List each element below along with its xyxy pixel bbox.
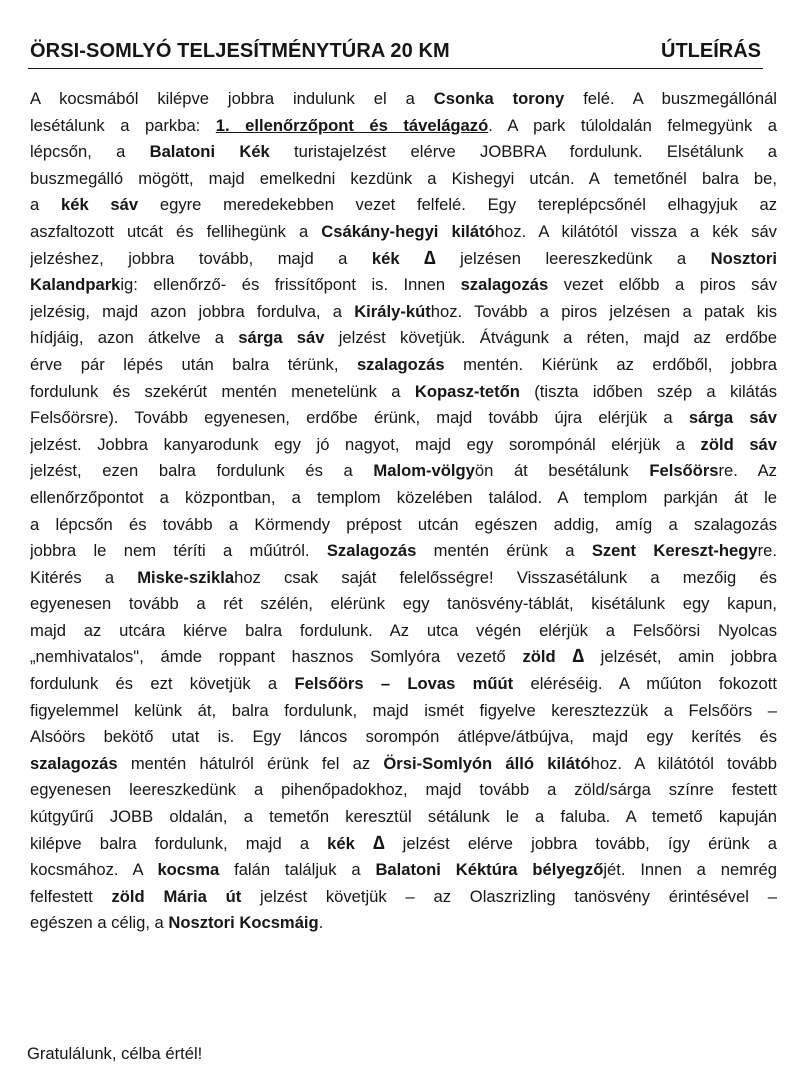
plain-text: jelzést követjük – az Olaszrizling tanösvény érintésével –: [241, 886, 777, 906]
text-line: [30, 166, 777, 193]
plain-text: lesétálunk a parkba:: [30, 115, 216, 135]
closing-line: Gratulálunk, célba értél!: [27, 1044, 203, 1063]
bold-text: Örsi-Somlyón álló kilátó: [383, 753, 591, 773]
text-line: [30, 671, 777, 698]
plain-text: hoz csak saját felelősségre! Visszasétálunk a mezőig és: [234, 567, 777, 587]
text-line: [30, 910, 777, 937]
plain-text: turistajelzést elérve JOBBRA fordulunk. Elsétálunk a: [269, 142, 777, 162]
text-line: [30, 325, 777, 352]
text-line: [30, 379, 777, 406]
bold-text: Csákány-hegyi kilátó: [321, 221, 495, 241]
plain-text: mentén érünk a: [416, 541, 592, 561]
plain-text: egyenesen leereszkedünk a pihenőpadokhoz, majd tovább a zöld/sárga színre festett: [30, 780, 777, 800]
bold-text: Király-kút: [354, 301, 431, 321]
bold-text: Malom-völgy: [373, 461, 475, 481]
plain-text: lépcsőn, a: [30, 142, 150, 162]
bold-text: szalagozás: [356, 354, 445, 374]
text-line: [30, 192, 777, 219]
plain-text: re.: [757, 541, 777, 561]
plain-text: [400, 249, 424, 268]
document-header: [28, 36, 763, 69]
plain-text: fordulunk és szekérút mentén menetelünk a: [30, 381, 415, 401]
bold-text: kocsma: [157, 860, 220, 880]
bold-text: Szalagozás: [326, 541, 417, 561]
text-line: [30, 113, 777, 140]
bold-text: szalagozás: [460, 275, 549, 295]
bold-text: Nosztori: [710, 248, 777, 268]
bold-text: Balatoni Kék: [149, 142, 270, 162]
plain-text: [355, 834, 373, 853]
bold-text: Szent Kereszt-hegy: [591, 541, 758, 561]
plain-text: a lépcsőn és tovább a Körmendy prépost utcán egészen addig, amíg a szalagozás: [30, 514, 777, 534]
plain-text: jelzést elérve jobbra tovább, így érünk a: [384, 833, 777, 853]
plain-text: aszfaltozott utcát és fellihegünk a: [30, 221, 322, 241]
section-label: ÚTLEÍRÁS: [661, 40, 761, 62]
plain-text: jelzésig, majd azon jobbra fordulva, a: [30, 301, 355, 321]
plain-text: felé. A buszmegállónál: [564, 89, 777, 108]
plain-text: jelzését, amin jobbra: [583, 647, 777, 667]
plain-text: érve pár lépés után balra térünk,: [30, 354, 357, 374]
text-line: [30, 458, 777, 485]
plain-text: jelzéshez, jobbra tovább, majd a: [30, 248, 372, 268]
plain-text: mentén. Kiérünk az erdőből, jobbra: [444, 354, 777, 374]
text-line: [30, 352, 777, 379]
text-line: [30, 139, 777, 166]
text-line: [30, 565, 777, 592]
plain-text: mentén hátulról érünk fel az: [117, 753, 384, 773]
text-line: [30, 857, 777, 884]
text-line: [30, 804, 777, 831]
plain-text: kilépve balra fordulunk, majd a: [30, 833, 328, 853]
bold-text: zöld sáv: [700, 434, 777, 454]
route-description: [30, 86, 777, 937]
plain-text: . A park túloldalán felmegyünk a: [488, 115, 777, 135]
plain-text: hoz. Tovább a piros jelzésen a patak kis: [430, 301, 777, 321]
plain-text: hoz. A kilátótól vissza a kék sáv: [494, 221, 777, 241]
plain-text: hoz. A kilátótól tovább: [590, 753, 777, 773]
plain-text: [556, 647, 573, 666]
bold-text: Kopasz-tetőn: [414, 381, 520, 401]
triangle-trail-icon: ∆: [572, 646, 584, 668]
plain-text: a: [30, 195, 61, 215]
plain-text: eléréséig. A műúton fokozott: [513, 674, 777, 694]
plain-text: ellenőrzőpontot a központban, a templom közelében találod. A templom parkján át le: [30, 487, 777, 507]
text-line: [30, 405, 777, 432]
text-line: [30, 485, 777, 512]
plain-text: jelzést, ezen balra fordulunk és a: [30, 461, 374, 481]
bold-text: kék sáv: [60, 195, 139, 215]
text-line: [30, 272, 777, 299]
plain-text: re. Az: [718, 461, 777, 481]
text-line: [30, 591, 777, 618]
bold-text: Felsőörs – Lovas műút: [294, 674, 514, 694]
text-line: [30, 219, 777, 246]
plain-text: Felsőörsre). Tovább egyenesen, erdőbe érünk, majd tovább újra elérjük a: [30, 408, 689, 428]
bold-text: Miske-szikla: [137, 567, 235, 587]
text-line: [30, 644, 777, 671]
plain-text: egyre meredekebben vezet felfelé. Egy tereplépcsőnél elhagyjuk az: [138, 195, 777, 215]
bold-text: kék: [327, 833, 355, 853]
bold-text: Kalandpark: [30, 275, 121, 295]
text-line: [30, 299, 777, 326]
text-line: [30, 246, 777, 273]
plain-text: felfestett: [30, 886, 112, 906]
text-line: [30, 884, 777, 911]
plain-text: fordulunk és ezt követjük a: [30, 674, 295, 694]
plain-text: ig: ellenőrző- és frissítőpont is. Innen: [120, 275, 461, 295]
plain-text: .: [318, 913, 324, 933]
plain-text: Alsóörs bekötő utat is. Egy láncos sorompón átlépve/átbújva, majd egy kerítés és: [30, 727, 777, 747]
bold-text: kék: [371, 248, 400, 268]
plain-text: ön át besétálunk: [474, 461, 650, 481]
plain-text: kútgyűrű JOBB oldalán, a temetőn keresztül sétálunk le a faluba. A temető kapuján: [30, 807, 777, 827]
document-title: ÖRSI-SOMLYÓ TELJESÍTMÉNYTÚRA 20 KM: [30, 40, 450, 62]
plain-text: „nemhivatalos", ámde roppant hasznos Somlyóra vezető: [30, 647, 523, 667]
text-line: [30, 432, 777, 459]
text-line: [30, 831, 777, 858]
plain-text: vezet előbb a piros sáv: [548, 275, 777, 295]
plain-text: egészen a célig, a: [30, 913, 169, 933]
text-line: [30, 751, 777, 778]
text-line: [30, 512, 777, 539]
text-line: [30, 777, 777, 804]
plain-text: jét. Innen a nemrég: [603, 860, 777, 880]
bold-text: zöld Mária út: [111, 886, 242, 906]
bold-text: Nosztori Kocsmáig: [168, 913, 319, 933]
bold-text: szalagozás: [30, 753, 118, 773]
plain-text: majd az utcára kiérve balra fordulunk. Az utca végén elérjük a Felsőörsi Nyolcas: [30, 620, 777, 640]
text-line: [30, 538, 777, 565]
plain-text: jelzést követjük. Átvágunk a réten, majd az erdőbe: [324, 328, 777, 348]
plain-text: kocsmához. A: [30, 860, 158, 880]
bold-text: sárga sáv: [688, 408, 777, 428]
triangle-trail-icon: ∆: [372, 832, 385, 854]
text-line: [30, 698, 777, 725]
text-line: [30, 618, 777, 645]
bold-text: sárga sáv: [238, 328, 325, 348]
text-line: [30, 724, 777, 751]
plain-text: jobbra le nem téríti a műútról.: [30, 541, 327, 561]
plain-text: (tiszta időben szép a kilátás: [519, 381, 777, 401]
checkpoint-highlight: 1. ellenőrzőpont és távelágazó: [215, 115, 489, 135]
plain-text: hídjáig, azon átkelve a: [30, 328, 239, 348]
plain-text: buszmegálló mögött, majd emelkedni kezdünk a Kishegyi utcán. A temetőnél balra be,: [30, 168, 777, 188]
bold-text: Balatoni Kéktúra bélyegző: [375, 860, 604, 880]
plain-text: falán találjuk a: [219, 860, 376, 880]
plain-text: jelzést. Jobbra kanyarodunk egy jó nagyot, majd egy sorompónál elérjük a: [30, 434, 701, 454]
plain-text: Kitérés a: [30, 567, 138, 587]
plain-text: figyelemmel kelünk át, balra fordulunk, majd ismét figyelve keresztezzük a Felsőörs –: [30, 700, 777, 720]
plain-text: jelzésen leereszkedünk a: [435, 248, 711, 268]
plain-text: A kocsmából kilépve jobbra indulunk el a: [30, 89, 434, 108]
bold-text: zöld: [522, 647, 556, 667]
bold-text: Csonka torony: [433, 89, 565, 108]
text-line: [30, 86, 777, 113]
bold-text: Felsőörs: [649, 461, 719, 481]
plain-text: egyenesen tovább a rét szélén, elérünk egy tanösvény-táblát, kisétálunk egy kapun,: [30, 594, 777, 614]
triangle-trail-icon: ∆: [424, 247, 436, 269]
